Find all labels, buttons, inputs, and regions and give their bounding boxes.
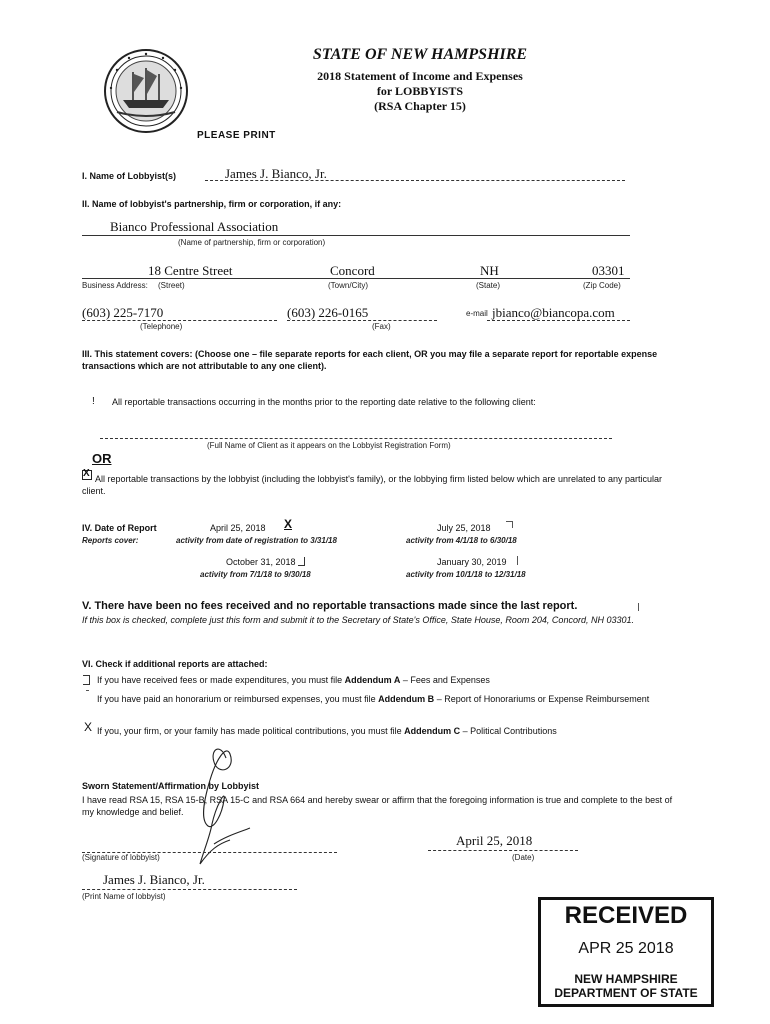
form-subtitle: 2018 Statement of Income and Expenses: [317, 69, 523, 83]
report-date-3-range: activity from 7/1/18 to 9/30/18: [200, 570, 311, 579]
addendum-c-checkbox[interactable]: X: [84, 720, 93, 734]
email-label: e-mail: [466, 309, 488, 318]
state-seal: [103, 48, 189, 134]
report-date-3: October 31, 2018: [226, 557, 296, 567]
street-field[interactable]: 18 Centre Street: [148, 263, 233, 278]
report-date-4-checkbox[interactable]: [514, 556, 518, 565]
report-date-1: April 25, 2018: [210, 523, 266, 533]
fax-field[interactable]: (603) 226-0165: [287, 305, 369, 320]
reports-cover-label: Reports cover:: [82, 536, 139, 545]
firm-caption: (Name of partnership, firm or corporation): [178, 238, 326, 247]
date-caption: (Date): [512, 853, 535, 862]
addendum-b-body: If you have paid an honorarium or reimbursed expenses, you must file: [97, 694, 376, 704]
report-date-3-checkbox[interactable]: [298, 557, 305, 566]
report-date-1-range: activity from date of registration to 3/31/18: [176, 536, 337, 545]
firm-field[interactable]: Bianco Professional Association: [110, 219, 279, 234]
sworn-heading: Sworn Statement/Affirmation by Lobbyist: [82, 781, 260, 791]
report-date-4-range: activity from 10/1/18 to 12/31/18: [406, 570, 526, 579]
phone-caption: (Telephone): [140, 322, 183, 331]
fax-line: [287, 320, 437, 321]
section5-heading: V. There have been no fees received and no reportable transactions made since the last report.: [82, 600, 578, 612]
stamp-line1: NEW HAMPSHIRE: [574, 972, 678, 986]
sign-date-line: [428, 850, 578, 851]
fax-caption: (Fax): [372, 322, 391, 331]
stamp-received: RECEIVED: [564, 902, 688, 929]
lobbyist-name-label: I. Name of Lobbyist(s): [82, 171, 177, 181]
stamp-date: APR 25 2018: [578, 940, 674, 957]
form-subtitle-2: for LOBBYISTS: [376, 84, 464, 98]
report-date-2-range: activity from 4/1/18 to 6/30/18: [406, 536, 517, 545]
street-caption: (Street): [158, 281, 185, 290]
phone-line: [82, 320, 277, 321]
addendum-a-text: [97, 674, 490, 686]
or-label: OR: [92, 451, 112, 466]
report-date-2: July 25, 2018: [437, 523, 491, 533]
section3-heading: III. This statement covers: (Choose one – file separate reports for each client, OR you may file a separate report for reportable expense transactions which are not attributable to any one client).: [82, 349, 658, 371]
section5-note: If this box is checked, complete just this form and submit it to the Secretary of State's Office, State House, Room 204, Concord, NH 03301.: [82, 615, 634, 625]
addendum-c-name: Addendum C: [404, 726, 461, 736]
addendum-b-tail: – Report of Honorariums or Expense Reimbursement: [436, 694, 650, 704]
city-caption: (Town/City): [328, 281, 369, 290]
report-date-1-checkbox[interactable]: X: [284, 517, 293, 531]
sign-date-field[interactable]: April 25, 2018: [456, 833, 533, 848]
state-field[interactable]: NH: [480, 263, 499, 278]
form-title: STATE OF NEW HAMPSHIRE: [312, 46, 528, 63]
client-line[interactable]: [100, 438, 612, 439]
addendum-a-checkbox[interactable]: [83, 675, 90, 685]
email-line: [487, 320, 630, 321]
phone-field[interactable]: (603) 225-7170: [82, 305, 164, 320]
address-line: [82, 278, 630, 279]
zip-caption: (Zip Code): [583, 281, 621, 290]
date-of-report-label: IV. Date of Report: [82, 523, 157, 533]
addendum-c-text: [97, 725, 557, 737]
signature[interactable]: [170, 740, 270, 870]
addendum-a-name: Addendum A: [344, 675, 401, 685]
sworn-text: I have read RSA 15, RSA 15-B, RSA 15-C and RSA 664 and hereby swear or affirm that the foregoing information is true and complete to the best of my knowledge and belief.: [82, 795, 673, 817]
report-date-4: January 30, 2019: [437, 557, 507, 567]
addendum-a-body: If you have received fees or made expenditures, you must file: [97, 675, 343, 685]
please-print-label: PLEASE PRINT: [197, 130, 276, 141]
zip-field[interactable]: 03301: [592, 263, 625, 278]
addendum-c-tail: – Political Contributions: [462, 726, 557, 736]
report-date-2-checkbox[interactable]: [506, 521, 513, 528]
addendum-b-name: Addendum B: [378, 694, 435, 704]
no-activity-checkbox[interactable]: [634, 603, 639, 611]
signature-caption: (Signature of lobbyist): [82, 853, 160, 862]
addendum-b-text: [82, 693, 682, 705]
option1-text: All reportable transactions occurring in the months prior to the reporting date relative to the following client:: [112, 397, 536, 407]
firm-line: [82, 235, 630, 236]
option2-check-mark: X: [83, 468, 90, 479]
client-caption: (Full Name of Client as it appears on the Lobbyist Registration Form): [207, 441, 451, 450]
form-subtitle-3: (RSA Chapter 15): [374, 99, 466, 113]
print-name-field[interactable]: James J. Bianco, Jr.: [103, 872, 205, 887]
addendum-c-body: If you, your firm, or your family has made political contributions, you must file: [97, 726, 402, 736]
print-name-line: [82, 889, 297, 890]
email-field[interactable]: jbianco@biancopa.com: [492, 305, 615, 320]
firm-label: II. Name of lobbyist's partnership, firm or corporation, if any:: [82, 199, 342, 209]
city-field[interactable]: Concord: [330, 263, 375, 278]
option2-text: All reportable transactions by the lobbyist (including the lobbyist's family), or the lobbying firm listed below which are unrelated to any particular client.: [82, 474, 662, 496]
stamp-line2: DEPARTMENT OF STATE: [554, 986, 698, 1000]
print-name-caption: (Print Name of lobbyist): [82, 892, 166, 901]
business-address-caption: Business Address:: [82, 281, 148, 290]
state-caption: (State): [476, 281, 501, 290]
section6-heading: VI. Check if additional reports are attached:: [82, 659, 268, 669]
received-stamp: [538, 897, 714, 1007]
lobbyist-name-field[interactable]: James J. Bianco, Jr.: [225, 166, 327, 181]
addendum-a-tail: – Fees and Expenses: [402, 675, 490, 685]
option1-checkbox[interactable]: !: [92, 396, 95, 407]
